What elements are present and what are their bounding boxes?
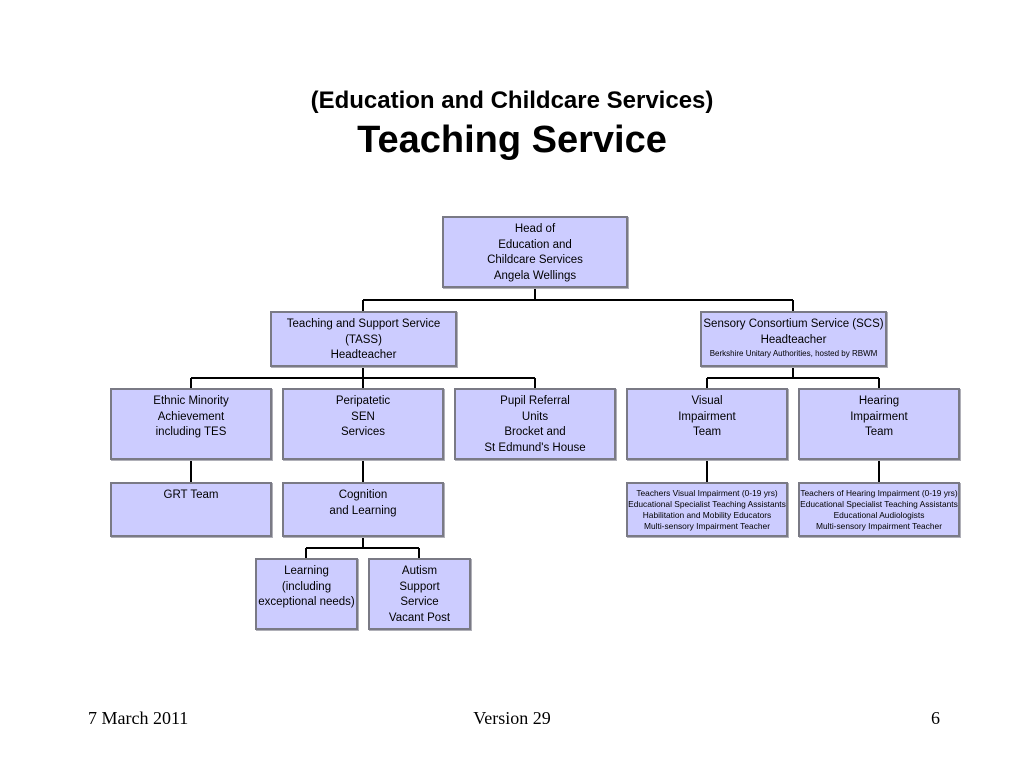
visual-staff-box [626,482,788,537]
footer-date: 7 March 2011 [88,708,189,728]
grt-line-1: GRT Team [163,489,219,501]
pupil-referral-line-2: Units [521,410,549,423]
footer-page-number: 6 [931,708,940,728]
autism-line-1: Autism [401,565,438,577]
visual-impairment-box [626,388,788,460]
hearing-line-2: Impairment [850,410,908,423]
hearing-staff-line-2: Educational Specialist Teaching Assistants [800,499,958,509]
cognition-line-1: Cognition [338,489,388,501]
tass-line-2: (TASS) [345,333,382,346]
learning-line-3: exceptional needs) [258,596,355,608]
visual-line-2: Impairment [678,410,736,423]
peripatetic-line-2: SEN [351,410,375,423]
hearing-staff-line-1: Teachers of Hearing Impairment (0-19 yrs) [800,488,958,498]
hearing-staff-box [798,482,960,537]
learning-line-1: Learning [284,565,329,577]
hearing-impairment-box [798,388,960,460]
pupil-referral-box [454,388,616,460]
footer-version: Version 29 [473,708,551,728]
scs-box [700,311,887,367]
peripatetic-sen-box [282,388,444,460]
peripatetic-line-3: Services [340,426,386,438]
pupil-referral-line-3: Brocket and [504,426,566,438]
visual-line-1: Visual [691,395,723,407]
hearing-line-3: Team [864,426,894,438]
learning-box [255,558,358,630]
autism-support-box [368,558,471,630]
cognition-learning-box [282,482,444,537]
tass-line-1: Teaching and Support Service [286,318,441,330]
scs-line-2: Headteacher [760,333,827,346]
head-line-3: Childcare Services [487,254,583,266]
grt-team-box [110,482,272,537]
pupil-referral-line-4: St Edmund's House [484,441,586,454]
slide-title: Teaching Service [357,119,667,161]
head-line-1: Head of [514,223,556,235]
ethnic-minority-line-3: including TES [155,426,227,438]
autism-line-4: Vacant Post [388,611,451,624]
autism-line-2: Support [399,580,440,593]
visual-staff-line-4: Multi-sensory Impairment Teacher [644,521,770,531]
pupil-referral-line-1: Pupil Referral [500,395,570,407]
visual-staff-line-1: Teachers Visual Impairment (0-19 yrs) [636,488,778,498]
head-line-4: Angela Wellings [493,269,577,282]
tass-line-3: Headteacher [330,349,397,361]
scs-line-3: Berkshire Unitary Authorities, hosted by RBWM [709,349,878,358]
head-of-education-box [442,216,628,288]
hearing-staff-line-4: Multi-sensory Impairment Teacher [816,521,942,531]
hearing-staff-line-3: Educational Audiologists [833,510,925,520]
head-line-2: Education and [498,238,572,251]
peripatetic-line-1: Peripatetic [335,395,391,407]
ethnic-minority-line-1: Ethnic Minority [153,395,229,407]
autism-line-3: Service [400,596,439,608]
scs-line-1: Sensory Consortium Service (SCS) [703,318,884,330]
cognition-line-2: and Learning [329,504,397,517]
visual-line-3: Team [692,426,722,438]
ethnic-minority-line-2: Achievement [157,410,225,423]
visual-staff-line-3: Habilitation and Mobility Educators [642,510,772,520]
hearing-line-1: Hearing [858,395,900,407]
learning-line-2: (including [281,580,332,593]
visual-staff-line-2: Educational Specialist Teaching Assistants [628,499,786,509]
tass-box [270,311,457,367]
slide-subtitle: (Education and Childcare Services) [310,87,714,114]
ethnic-minority-box [110,388,272,460]
